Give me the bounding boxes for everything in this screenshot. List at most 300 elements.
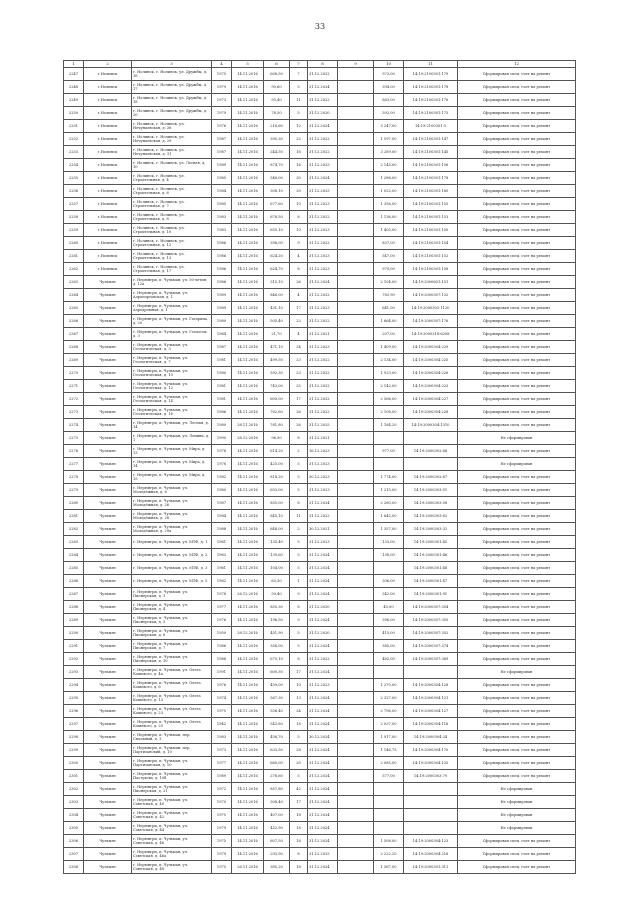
- table-cell-col-9: [338, 653, 374, 666]
- table-cell-col-11: 14:19:2000304:116: [404, 718, 458, 731]
- table-cell-col-1: 2280: [64, 497, 84, 510]
- table-cell-col-4: 1989: [212, 289, 232, 302]
- table-cell-col-1: 2258: [64, 211, 84, 224]
- table-cell-col-4: 1987: [212, 497, 232, 510]
- table-row: [64, 653, 576, 666]
- table-cell-col-3: г. Нерюнгри, п. Чульман, ул. Партизанская, д. 10: [132, 757, 212, 770]
- table-cell-col-7: 7: [290, 68, 308, 81]
- table-row: [64, 419, 576, 432]
- table-cell-col-3: г. Нерюнгри, п. Чульман, ул. Советская, д. 46а: [132, 848, 212, 861]
- table-cell-col-1: 2275: [64, 432, 84, 445]
- table-cell-col-1: 2255: [64, 172, 84, 185]
- table-cell-col-6: 95,40: [264, 94, 290, 107]
- table-cell-col-7: 17: [290, 666, 308, 679]
- table-cell-col-7: 5: [290, 640, 308, 653]
- table-cell-col-2: Чульмэн: [84, 328, 132, 341]
- table-cell-col-6: 96,50: [264, 432, 290, 445]
- table-cell-col-4: 1984: [212, 510, 232, 523]
- table-cell-col-12: Сформирован спец. счет на ремонт: [458, 523, 576, 536]
- table-cell-col-5: 14.11.2016: [232, 562, 264, 575]
- table-cell-col-1: 2292: [64, 653, 84, 666]
- table-cell-col-5: 14.11.2016: [232, 770, 264, 783]
- table-cell-col-10: 979,00: [374, 263, 404, 276]
- table-row: [64, 380, 576, 393]
- table-cell-col-3: г. Нолинск, г. Нолинск, ул. Строительная, д. 8: [132, 211, 212, 224]
- table-cell-col-7: 4: [290, 328, 308, 341]
- table-cell-col-5: 14.11.2016: [232, 614, 264, 627]
- table-row: [64, 276, 576, 289]
- table-cell-col-8: 31.12.2022: [308, 68, 338, 81]
- table-cell-col-2: г.Нолинск: [84, 133, 132, 146]
- table-cell-col-3: г. Нерюнгри, п. Чульман, ул. Советская, д. 48: [132, 861, 212, 874]
- table-cell-col-11: 14:19:2000307:354: [404, 601, 458, 614]
- table-cell-col-9: [338, 757, 374, 770]
- table-cell-col-9: [338, 302, 374, 315]
- table-row: [64, 640, 576, 653]
- column-number-1: 1: [64, 61, 84, 68]
- table-cell-col-7: 28: [290, 744, 308, 757]
- table-cell-col-11: 14:19:2100301:179: [404, 68, 458, 81]
- table-cell-col-11: 14:19:2100301:158: [404, 263, 458, 276]
- table-cell-col-3: г. Нерюнгри, п. Чульман, ул. Советская, д. 44: [132, 822, 212, 835]
- table-cell-col-3: г. Нерюнгри, п. Чульман, ул. Олега Кошевого, д. 4а: [132, 666, 212, 679]
- table-cell-col-2: Чульмэн: [84, 640, 132, 653]
- table-cell-col-1: 2267: [64, 328, 84, 341]
- table-cell-col-7: 5: [290, 549, 308, 562]
- table-cell-col-1: 2300: [64, 757, 84, 770]
- table-row: [64, 666, 576, 679]
- table-cell-col-2: Чульмэн: [84, 471, 132, 484]
- table-row: [64, 367, 576, 380]
- table-cell-col-4: 1986: [212, 250, 232, 263]
- table-row: [64, 237, 576, 250]
- table-cell-col-8: 31.12.2020: [308, 601, 338, 614]
- table-cell-col-3: г. Нерюнгри, п. Чульман, ул. Аэродромная, д. 1: [132, 302, 212, 315]
- table-cell-col-12: Сформирован спец. счет на ремонт: [458, 263, 576, 276]
- table-cell-col-11: [404, 822, 458, 835]
- table-cell-col-10: 1 645,00: [374, 510, 404, 523]
- table-cell-col-2: Чульмэн: [84, 627, 132, 640]
- table-cell-col-4: 1978: [212, 458, 232, 471]
- table-cell-col-6: 633,50: [264, 744, 290, 757]
- table-cell-col-2: г.Нолинск: [84, 120, 132, 133]
- table-cell-col-8: 31.12.2024: [308, 640, 338, 653]
- table-row: [64, 835, 576, 848]
- table-cell-col-1: 2286: [64, 575, 84, 588]
- table-cell-col-1: 2250: [64, 107, 84, 120]
- table-cell-col-12: Не сформирован: [458, 822, 576, 835]
- table-cell-col-6: 499,50: [264, 354, 290, 367]
- table-cell-col-1: 2266: [64, 315, 84, 328]
- table-cell-col-8: 31.12.2023: [308, 302, 338, 315]
- table-cell-col-2: Чульмэн: [84, 562, 132, 575]
- table-cell-col-4: 1979: [212, 81, 232, 94]
- table-cell-col-12: Сформирован спец. счет на ремонт: [458, 94, 576, 107]
- table-cell-col-1: 2285: [64, 562, 84, 575]
- table-cell-col-10: 1 917,00: [374, 731, 404, 744]
- table-cell-col-10: [374, 796, 404, 809]
- table-cell-col-6: 846,00: [264, 289, 290, 302]
- table-cell-col-1: 2253: [64, 146, 84, 159]
- table-cell-col-6: 624,70: [264, 263, 290, 276]
- register-table: [63, 60, 576, 874]
- table-cell-col-9: [338, 276, 374, 289]
- table-cell-col-7: 16: [290, 159, 308, 172]
- table-cell-col-4: 1976: [212, 614, 232, 627]
- table-cell-col-8: 31.12.2024: [308, 276, 338, 289]
- table-cell-col-10: 306,00: [374, 575, 404, 588]
- table-cell-col-7: 18: [290, 861, 308, 874]
- table-cell-col-7: 26: [290, 276, 308, 289]
- table-cell-col-3: г. Нерюнгри, п. Чульман, ул. Геологическая, д. 16: [132, 406, 212, 419]
- table-cell-col-7: 26: [290, 419, 308, 432]
- table-cell-col-9: [338, 588, 374, 601]
- table-row: [64, 757, 576, 770]
- table-cell-col-3: г. Нерюнгри, п. Чульман, ул. Пионерская, д. 7: [132, 640, 212, 653]
- table-cell-col-9: [338, 237, 374, 250]
- table-cell-col-10: 977,00: [374, 445, 404, 458]
- table-cell-col-9: [338, 705, 374, 718]
- table-cell-col-6: 855,30: [264, 601, 290, 614]
- table-cell-col-6: 614,20: [264, 445, 290, 458]
- table-cell-col-2: Чульмэн: [84, 419, 132, 432]
- table-cell-col-9: [338, 601, 374, 614]
- table-row: [64, 562, 576, 575]
- table-cell-col-6: 293,90: [264, 848, 290, 861]
- table-cell-col-8: 31.12.2023: [308, 198, 338, 211]
- table-cell-col-9: [338, 328, 374, 341]
- table-cell-col-9: [338, 614, 374, 627]
- table-cell-col-2: Чульмэн: [84, 848, 132, 861]
- table-cell-col-10: 641,00: [374, 302, 404, 315]
- table-cell-col-9: [338, 120, 374, 133]
- table-cell-col-12: Сформирован спец. счет на ремонт: [458, 354, 576, 367]
- table-cell-col-6: 459,00: [264, 679, 290, 692]
- table-cell-col-8: 31.12.2024: [308, 692, 338, 705]
- table-cell-col-2: Чульмэн: [84, 861, 132, 874]
- table-cell-col-4: 1978: [212, 588, 232, 601]
- table-cell-col-11: [404, 783, 458, 796]
- table-cell-col-6: 567,30: [264, 692, 290, 705]
- table-cell-col-9: [338, 68, 374, 81]
- table-cell-col-5: 14.11.2016: [232, 133, 264, 146]
- table-row: [64, 809, 576, 822]
- table-cell-col-4: 1975: [212, 68, 232, 81]
- table-cell-col-5: 14.11.2016: [232, 68, 264, 81]
- table-cell-col-5: 14.11.2016: [232, 341, 264, 354]
- table-row: [64, 601, 576, 614]
- table-cell-col-2: Чульмэн: [84, 484, 132, 497]
- table-cell-col-11: 14:19:2000307:352: [404, 627, 458, 640]
- table-cell-col-9: [338, 380, 374, 393]
- table-cell-col-4: 1975: [212, 835, 232, 848]
- table-cell-col-10: 973,00: [374, 68, 404, 81]
- table-cell-col-10: 1 508,00: [374, 835, 404, 848]
- table-cell-col-2: Чульмэн: [84, 718, 132, 731]
- table-cell-col-3: г. Нолинск, г. Нолинск, ул. Строительная, д. 10: [132, 224, 212, 237]
- table-cell-col-12: Сформирован спец. счет на ремонт: [458, 848, 576, 861]
- table-cell-col-9: [338, 484, 374, 497]
- table-cell-col-5: 14.11.2016: [232, 367, 264, 380]
- table-cell-col-5: 14.11.2016: [232, 315, 264, 328]
- table-cell-col-10: [374, 432, 404, 445]
- table-cell-col-9: [338, 744, 374, 757]
- table-cell-col-9: [338, 94, 374, 107]
- table-cell-col-7: 22: [290, 133, 308, 146]
- table-row: [64, 445, 576, 458]
- table-cell-col-9: [338, 146, 374, 159]
- table-cell-col-10: 2 108,00: [374, 406, 404, 419]
- table-cell-col-9: [338, 562, 374, 575]
- table-cell-col-12: Сформирован спец. счет на ремонт: [458, 705, 576, 718]
- table-cell-col-8: 31.12.2024: [308, 783, 338, 796]
- table-cell-col-8: 31.12.2024: [308, 575, 338, 588]
- table-row: [64, 848, 576, 861]
- table-row: [64, 133, 576, 146]
- table-cell-col-4: 1980: [212, 315, 232, 328]
- table-cell-col-1: 2305: [64, 822, 84, 835]
- table-cell-col-3: г. Нерюнгри, п. Чульман, ул. Пионерская, д. 21: [132, 783, 212, 796]
- table-cell-col-8: 31.12.2022: [308, 133, 338, 146]
- table-cell-col-7: 20: [290, 185, 308, 198]
- table-cell-col-3: г. Нерюнгри, п. Чульман, ул. Аэропортовская, д. 1: [132, 289, 212, 302]
- table-cell-col-1: 2282: [64, 523, 84, 536]
- table-cell-col-12: Сформирован спец. счет на ремонт: [458, 471, 576, 484]
- table-cell-col-10: [374, 562, 404, 575]
- table-cell-col-8: 31.12.2024: [308, 770, 338, 783]
- table-cell-col-7: 18: [290, 809, 308, 822]
- column-number-9: 9: [338, 61, 374, 68]
- table-cell-col-11: 14:19:2100301:153: [404, 211, 458, 224]
- table-cell-col-2: Чульмэн: [84, 432, 132, 445]
- table-row: [64, 627, 576, 640]
- table-cell-col-6: 743,00: [264, 380, 290, 393]
- table-cell-col-7: 2: [290, 523, 308, 536]
- table-cell-col-5: 14.11.2016: [232, 354, 264, 367]
- table-cell-col-4: 1986: [212, 263, 232, 276]
- table-cell-col-10: 1 146,75: [374, 744, 404, 757]
- table-cell-col-11: 14:19:2000307:176: [404, 315, 458, 328]
- table-cell-col-11: 14:19:2100301:155: [404, 198, 458, 211]
- table-cell-col-1: 2261: [64, 250, 84, 263]
- column-number-10: 10: [374, 61, 404, 68]
- table-cell-col-4: 1985: [212, 172, 232, 185]
- table-cell-col-3: г. Нерюнгри, п. Чульман, ул. Советская, д. 42: [132, 809, 212, 822]
- table-cell-col-3: г. Нерюнгри, п. Чульман, ул. Геологическая, д. 3: [132, 341, 212, 354]
- table-cell-col-5: 14.11.2016: [232, 81, 264, 94]
- table-cell-col-1: 2252: [64, 133, 84, 146]
- table-row: [64, 471, 576, 484]
- table-cell-col-9: [338, 783, 374, 796]
- table-cell-col-12: Сформирован спец. счет на ремонт: [458, 497, 576, 510]
- table-cell-col-6: 139,60: [264, 549, 290, 562]
- table-cell-col-7: 4: [290, 250, 308, 263]
- table-cell-col-4: 1979: [212, 848, 232, 861]
- table-cell-col-7: 10: [290, 198, 308, 211]
- column-number-8: 8: [308, 61, 338, 68]
- table-cell-col-12: Не сформирован: [458, 666, 576, 679]
- table-cell-col-10: 2 222,20: [374, 848, 404, 861]
- table-cell-col-11: 14:19:2000303:32: [404, 523, 458, 536]
- table-cell-col-2: Чульмэн: [84, 445, 132, 458]
- table-cell-col-6: 315,10: [264, 276, 290, 289]
- table-cell-col-5: 14.11.2016: [232, 835, 264, 848]
- table-cell-col-8: 31.12.2024: [308, 861, 338, 874]
- table-cell-col-7: 17: [290, 796, 308, 809]
- table-cell-col-5: 14.11.2016: [232, 744, 264, 757]
- table-cell-col-2: Чульмэн: [84, 666, 132, 679]
- table-cell-col-12: Сформирован спец. счет на ремонт: [458, 419, 576, 432]
- table-cell-col-5: 14.11.2016: [232, 484, 264, 497]
- table-cell-col-11: 14:19:2000301:46: [404, 549, 458, 562]
- table-cell-col-11: [404, 432, 458, 445]
- table-cell-col-4: 1972: [212, 783, 232, 796]
- table-cell-col-3: г. Нерюнгри, п. Чульман, ул. Мира, д. 13: [132, 445, 212, 458]
- table-cell-col-11: 14:19:2100301:152: [404, 250, 458, 263]
- table-row: [64, 705, 576, 718]
- table-row: [64, 120, 576, 133]
- table-cell-col-10: 1 923,00: [374, 367, 404, 380]
- table-cell-col-8: 16.12.2023: [308, 445, 338, 458]
- table-cell-col-10: 2 037,00: [374, 718, 404, 731]
- table-cell-col-10: 396,00: [374, 614, 404, 627]
- table-cell-col-7: 25: [290, 380, 308, 393]
- table-cell-col-6: 761,80: [264, 419, 290, 432]
- table-cell-col-8: 31.12.2024: [308, 796, 338, 809]
- table-cell-col-8: 31.12.2024: [308, 562, 338, 575]
- table-cell-col-1: 2303: [64, 796, 84, 809]
- table-cell-col-11: 14:19:2100301:176: [404, 94, 458, 107]
- table-cell-col-8: 31.12.2022: [308, 510, 338, 523]
- table-cell-col-9: [338, 575, 374, 588]
- table-cell-col-5: 26.11.2016: [232, 861, 264, 874]
- table-cell-col-6: 196,50: [264, 614, 290, 627]
- table-cell-col-9: [338, 81, 374, 94]
- table-cell-col-6: 218,60: [264, 120, 290, 133]
- table-cell-col-11: 14:19:2000301:91: [404, 588, 458, 601]
- table-cell-col-2: Чульмэн: [84, 822, 132, 835]
- table-cell-col-9: [338, 679, 374, 692]
- table-cell-col-4: 1983: [212, 211, 232, 224]
- table-cell-col-7: 5: [290, 536, 308, 549]
- table-cell-col-8: 31.12.2021: [308, 328, 338, 341]
- table-cell-col-7: 8: [290, 601, 308, 614]
- table-cell-col-12: Сформирован спец. счет на ремонт: [458, 367, 576, 380]
- table-cell-col-4: 1987: [212, 146, 232, 159]
- table-cell-col-5: 14.11.2016: [232, 250, 264, 263]
- table-row: [64, 393, 576, 406]
- table-cell-col-8: 31.12.2022: [308, 94, 338, 107]
- table-cell-col-3: г. Нерюнгри, п. Чульман, ул. Мира, д. 14: [132, 458, 212, 471]
- table-cell-col-8: 31.12.2022: [308, 653, 338, 666]
- table-row: [64, 458, 576, 471]
- table-cell-col-2: Чульмэн: [84, 523, 132, 536]
- table-row: [64, 497, 576, 510]
- table-cell-col-12: Сформирован спец. счет на ремонт: [458, 770, 576, 783]
- table-cell-col-5: 14.11.2016: [232, 185, 264, 198]
- table-cell-col-6: 675,10: [264, 653, 290, 666]
- table-cell-col-5: 28.12.2016: [232, 432, 264, 445]
- table-cell-col-2: Чульмэн: [84, 705, 132, 718]
- table-cell-col-9: [338, 861, 374, 874]
- table-cell-col-4: 1979: [212, 822, 232, 835]
- table-cell-col-4: 1964: [212, 328, 232, 341]
- table-cell-col-12: Сформирован спец. счет на ремонт: [458, 627, 576, 640]
- table-row: [64, 302, 576, 315]
- table-cell-col-1: 2276: [64, 445, 84, 458]
- table-cell-col-10: 133,00: [374, 536, 404, 549]
- table-cell-col-1: 2301: [64, 770, 84, 783]
- table-cell-col-7: 23: [290, 354, 308, 367]
- table-cell-col-5: 14.11.2016: [232, 757, 264, 770]
- table-cell-col-12: Сформирован спец. счет на ремонт: [458, 185, 576, 198]
- table-cell-col-10: 1 136,00: [374, 211, 404, 224]
- table-cell-col-1: 2289: [64, 614, 84, 627]
- table-row: [64, 224, 576, 237]
- table-cell-col-8: 31.12.2024: [308, 172, 338, 185]
- table-cell-col-11: 14:19:2000304:225: [404, 354, 458, 367]
- table-cell-col-9: [338, 445, 374, 458]
- table-cell-col-5: 14.11.2016: [232, 809, 264, 822]
- table-cell-col-2: Чульмэн: [84, 497, 132, 510]
- table-cell-col-7: 30: [290, 172, 308, 185]
- table-cell-col-4: 1982: [212, 471, 232, 484]
- table-cell-col-8: 31.12.2024: [308, 666, 338, 679]
- table-cell-col-5: 14.11.2016: [232, 601, 264, 614]
- table-cell-col-1: 2297: [64, 718, 84, 731]
- table-cell-col-7: 8: [290, 432, 308, 445]
- table-cell-col-5: 14.11.2016: [232, 523, 264, 536]
- table-cell-col-4: 1986: [212, 640, 232, 653]
- table-cell-col-7: 8: [290, 497, 308, 510]
- table-cell-col-5: 14.11.2016: [232, 549, 264, 562]
- table-cell-col-6: 818,20: [264, 471, 290, 484]
- table-cell-col-9: [338, 406, 374, 419]
- table-cell-col-12: Сформирован спец. счет на ремонт: [458, 172, 576, 185]
- table-cell-col-6: 600,00: [264, 393, 290, 406]
- table-cell-col-3: г. Нерюнгри, п. Чульман, ул. Молодёжная, д. 6: [132, 484, 212, 497]
- column-number-11: 11: [404, 61, 458, 68]
- page-number: 33: [314, 22, 326, 31]
- table-cell-col-8: 31.12.2024: [308, 614, 338, 627]
- table-cell-col-4: 1980: [212, 419, 232, 432]
- table-cell-col-1: 2270: [64, 367, 84, 380]
- table-cell-col-12: Сформирован спец. счет на ремонт: [458, 614, 576, 627]
- table-cell-col-1: 2294: [64, 679, 84, 692]
- table-cell-col-9: [338, 640, 374, 653]
- table-cell-col-12: Не сформирован: [458, 432, 576, 445]
- table-cell-col-10: 40,00: [374, 601, 404, 614]
- table-cell-col-5: 14.11.2016: [232, 94, 264, 107]
- table-row: [64, 614, 576, 627]
- table-row: [64, 172, 576, 185]
- table-cell-col-5: 14.11.2016: [232, 796, 264, 809]
- table-cell-col-5: 14.11.2016: [232, 718, 264, 731]
- table-cell-col-8: 31.12.2021: [308, 432, 338, 445]
- table-cell-col-7: 42: [290, 783, 308, 796]
- table-cell-col-7: 17: [290, 302, 308, 315]
- table-cell-col-1: 2298: [64, 731, 84, 744]
- table-cell-col-7: 18: [290, 835, 308, 848]
- table-cell-col-12: Сформирован спец. счет на ремонт: [458, 484, 576, 497]
- table-cell-col-9: [338, 523, 374, 536]
- table-cell-col-2: Чульмэн: [84, 276, 132, 289]
- table-cell-col-7: 8: [290, 653, 308, 666]
- table-cell-col-11: 14:19:2000302:68: [404, 445, 458, 458]
- table-cell-col-9: [338, 133, 374, 146]
- table-cell-col-12: Сформирован спец. счет на ремонт: [458, 445, 576, 458]
- table-cell-col-11: 14:19:2100301:178: [404, 172, 458, 185]
